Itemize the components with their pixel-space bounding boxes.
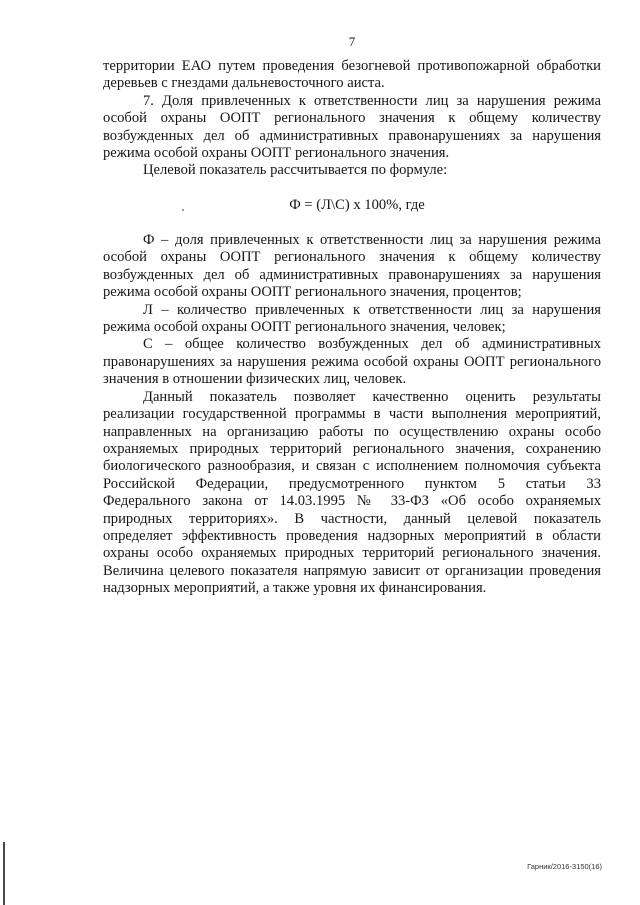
text-line: деревьев с гнездами дальневосточного аиста. xyxy=(103,75,385,92)
blank-line xyxy=(103,180,601,197)
text-line: 7. Доля привлеченных к ответственности лиц за нарушения режима xyxy=(143,92,601,109)
text-line: Л – количество привлеченных к ответственности лиц за нарушения xyxy=(143,301,601,318)
text-line: возбужденных дел об административных правонарушениях за нарушения xyxy=(103,266,601,283)
definition-s xyxy=(103,336,601,388)
text-line: Величина целевого показателя напрямую зависит от организации проведения xyxy=(103,562,601,579)
text-line: охраны особо охраняемых природных территорий регионального значения. xyxy=(103,545,601,562)
text-line: реализации государственной программы в части выполнения мероприятий, xyxy=(103,406,601,423)
text-line: территории ЕАО путем проведения безогневой противопожарной обработки xyxy=(103,58,601,74)
paragraph-description xyxy=(103,389,601,598)
blank-line xyxy=(103,215,601,232)
text-line: правонарушениях за нарушения режима особой охраны ООПТ регионального xyxy=(103,353,601,370)
paragraph-indicator-7 xyxy=(103,93,601,163)
text-line: определяет эффективность проведения надзорных мероприятий в области xyxy=(103,527,601,544)
formula: Ф = (Л\С) х 100%, где xyxy=(289,197,425,214)
text-line: Российской Федерации, предусмотренного пунктом 5 статьи 33 xyxy=(103,475,601,492)
formula-intro xyxy=(103,162,601,179)
text-line: направленных на организацию работы по осуществлению охраны особо xyxy=(103,423,601,440)
page-number: 7 xyxy=(348,34,356,49)
text-line: охраняемых природных территорий регионального значения, сохранению xyxy=(103,440,601,457)
text-line: значения в отношении физических лиц, человек. xyxy=(103,371,407,388)
paragraph-continuation xyxy=(103,58,601,93)
scan-edge-line xyxy=(3,842,5,905)
text-line: природных территориях». В частности, данный целевой показатель xyxy=(103,510,601,527)
text-line: режима особой охраны ООПТ регионального значения, процентов; xyxy=(103,284,522,301)
text-line: С – общее количество возбужденных дел об административных xyxy=(143,336,601,353)
scan-speck xyxy=(182,209,184,211)
text-line: особой охраны ООПТ регионального значения к общему количеству xyxy=(103,110,601,127)
document-code: Гарник/2016-3150(16) xyxy=(527,862,602,871)
text-line: Данный показатель позволяет качественно оценить результаты xyxy=(143,388,601,405)
text-line: особой охраны ООПТ регионального значения к общему количеству xyxy=(103,249,601,266)
text-line: режима особой охраны ООПТ регионального значения, человек; xyxy=(103,319,506,336)
text-line: Ф – доля привлеченных к ответственности лиц за нарушения режима xyxy=(143,232,601,249)
definition-f xyxy=(103,232,601,302)
text-line: надзорных мероприятий, а также уровня их финансирования. xyxy=(103,580,487,597)
text-line: Федерального закона от 14.03.1995 № 33-ФЗ «Об особо охраняемых xyxy=(103,493,601,510)
text-line: биологического разнообразия, и связан с исполнением полномочия субъекта xyxy=(103,458,601,475)
text-line: Целевой показатель рассчитывается по формуле: xyxy=(143,162,448,179)
text-line: режима особой охраны ООПТ регионального значения. xyxy=(103,145,450,162)
document-body xyxy=(103,58,601,598)
text-line: возбужденных дел об административных правонарушениях за нарушения xyxy=(103,127,601,144)
definition-l xyxy=(103,302,601,337)
